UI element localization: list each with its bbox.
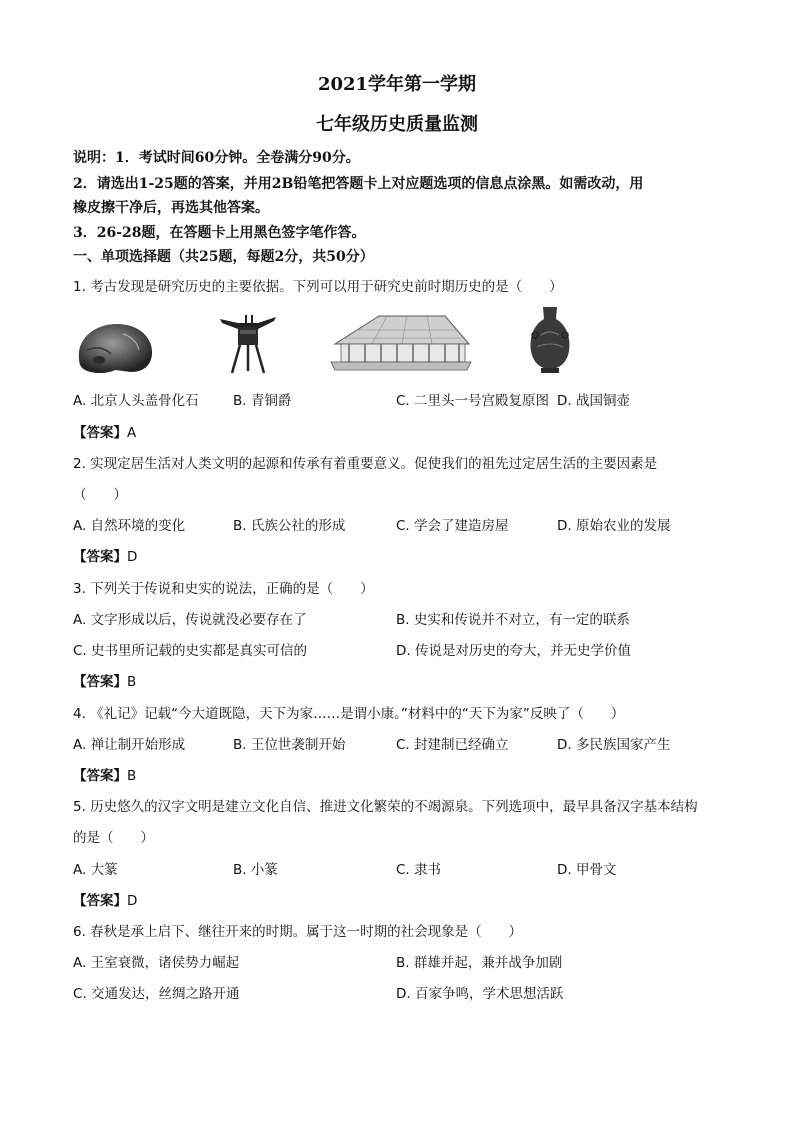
question-3-stem: 3. 下列关于传说和史实的说法，正确的是（ ） bbox=[73, 581, 374, 597]
q3-answer bbox=[73, 670, 136, 690]
q5-answer bbox=[73, 889, 137, 909]
answer-value: A bbox=[127, 425, 137, 441]
q2-option-b[interactable]: B. 氏族公社的形成 bbox=[233, 518, 346, 534]
answer-value: D bbox=[127, 549, 138, 565]
question-6-stem: 6. 春秋是承上启下、继往开来的时期。属于这一时期的社会现象是（ ） bbox=[73, 924, 523, 940]
q4-answer bbox=[73, 764, 136, 784]
question-5-stem: 5. 历史悠久的汉字文明是建立文化自信、推进文化繁荣的不竭源泉。下列选项中，最早具备汉字基本结构 bbox=[73, 799, 698, 815]
instruction-line-4: 3．26-28题，在答题卡上用黑色签字笔作答。 bbox=[73, 225, 366, 241]
bronze-jue-image bbox=[218, 313, 278, 375]
q3-option-a[interactable]: A. 文字形成以后，传说就没必要存在了 bbox=[73, 612, 307, 628]
q1-answer bbox=[73, 421, 136, 441]
question-4-stem: 4. 《礼记》记载“今大道既隐，天下为家……是谓小康。”材料中的“天下为家”反映了（ ） bbox=[73, 706, 625, 722]
q4-option-a[interactable]: A. 禅让制开始形成 bbox=[73, 737, 186, 753]
answer-tag: 【答案】 bbox=[73, 549, 127, 565]
answer-tag: 【答案】 bbox=[73, 893, 127, 909]
q3-option-d[interactable]: D. 传说是对历史的夸大，并无史学价值 bbox=[396, 643, 631, 659]
question-2-stem-cont: （ ） bbox=[73, 487, 127, 503]
section-heading: 一、单项选择题（共25题，每题2分，共50分） bbox=[73, 249, 374, 265]
instruction-line-1: 说明：1．考试时间60分钟。全卷满分90分。 bbox=[73, 150, 360, 166]
q4-option-d[interactable]: D. 多民族国家产生 bbox=[557, 737, 671, 753]
q2-option-d[interactable]: D. 原始农业的发展 bbox=[557, 518, 671, 534]
q1-option-d[interactable]: D. 战国铜壶 bbox=[557, 393, 630, 409]
q5-option-b[interactable]: B. 小篆 bbox=[233, 862, 278, 878]
q4-option-c[interactable]: C. 封建制已经确立 bbox=[396, 737, 509, 753]
q4-option-b[interactable]: B. 王位世袭制开始 bbox=[233, 737, 346, 753]
exam-subtitle: 七年级历史质量监测 bbox=[316, 114, 478, 135]
question-2-stem: 2. 实现定居生活对人类文明的起源和传承有着重要意义。促使我们的祖先过定居生活的主要因素是 bbox=[73, 456, 658, 472]
answer-value: B bbox=[127, 768, 137, 784]
q5-option-d[interactable]: D. 甲骨文 bbox=[557, 862, 617, 878]
palace-reconstruction-image bbox=[327, 314, 472, 374]
q1-option-a[interactable]: A. 北京人头盖骨化石 bbox=[73, 393, 199, 409]
q6-option-b[interactable]: B. 群雄并起，兼并战争加剧 bbox=[396, 955, 563, 971]
bronze-pot-image bbox=[527, 305, 573, 375]
question-5-stem-cont: 的是（ ） bbox=[73, 830, 154, 846]
answer-tag: 【答案】 bbox=[73, 425, 127, 441]
q5-option-c[interactable]: C. 隶书 bbox=[396, 862, 442, 878]
skull-fossil-image bbox=[75, 320, 155, 376]
answer-value: D bbox=[127, 893, 138, 909]
q3-option-b[interactable]: B. 史实和传说并不对立，有一定的联系 bbox=[396, 612, 630, 628]
answer-value: B bbox=[127, 674, 137, 690]
instruction-line-2: 2．请选出1-25题的答案，并用2B铅笔把答题卡上对应题选项的信息点涂黑。如需改动，用 bbox=[73, 176, 644, 192]
exam-title: 2021学年第一学期 bbox=[317, 74, 477, 95]
q6-option-a[interactable]: A. 王室衰微，诸侯势力崛起 bbox=[73, 955, 240, 971]
question-1-stem: 1. 考古发现是研究历史的主要依据。下列可以用于研究史前时期历史的是（ ） bbox=[73, 279, 563, 295]
q2-option-c[interactable]: C. 学会了建造房屋 bbox=[396, 518, 509, 534]
q2-answer bbox=[73, 545, 137, 565]
answer-tag: 【答案】 bbox=[73, 768, 127, 784]
q5-option-a[interactable]: A. 大篆 bbox=[73, 862, 118, 878]
q3-option-c[interactable]: C. 史书里所记载的史实都是真实可信的 bbox=[73, 643, 308, 659]
answer-tag: 【答案】 bbox=[73, 674, 127, 690]
q1-option-b[interactable]: B. 青铜爵 bbox=[233, 393, 292, 409]
q2-option-a[interactable]: A. 自然环境的变化 bbox=[73, 518, 186, 534]
instruction-line-3: 橡皮擦干净后，再选其他答案。 bbox=[73, 200, 269, 216]
q6-option-d[interactable]: D. 百家争鸣，学术思想活跃 bbox=[396, 986, 564, 1002]
q6-option-c[interactable]: C. 交通发达，丝绸之路开通 bbox=[73, 986, 240, 1002]
q1-option-c[interactable]: C. 二里头一号宫殿复原图 bbox=[396, 393, 550, 409]
